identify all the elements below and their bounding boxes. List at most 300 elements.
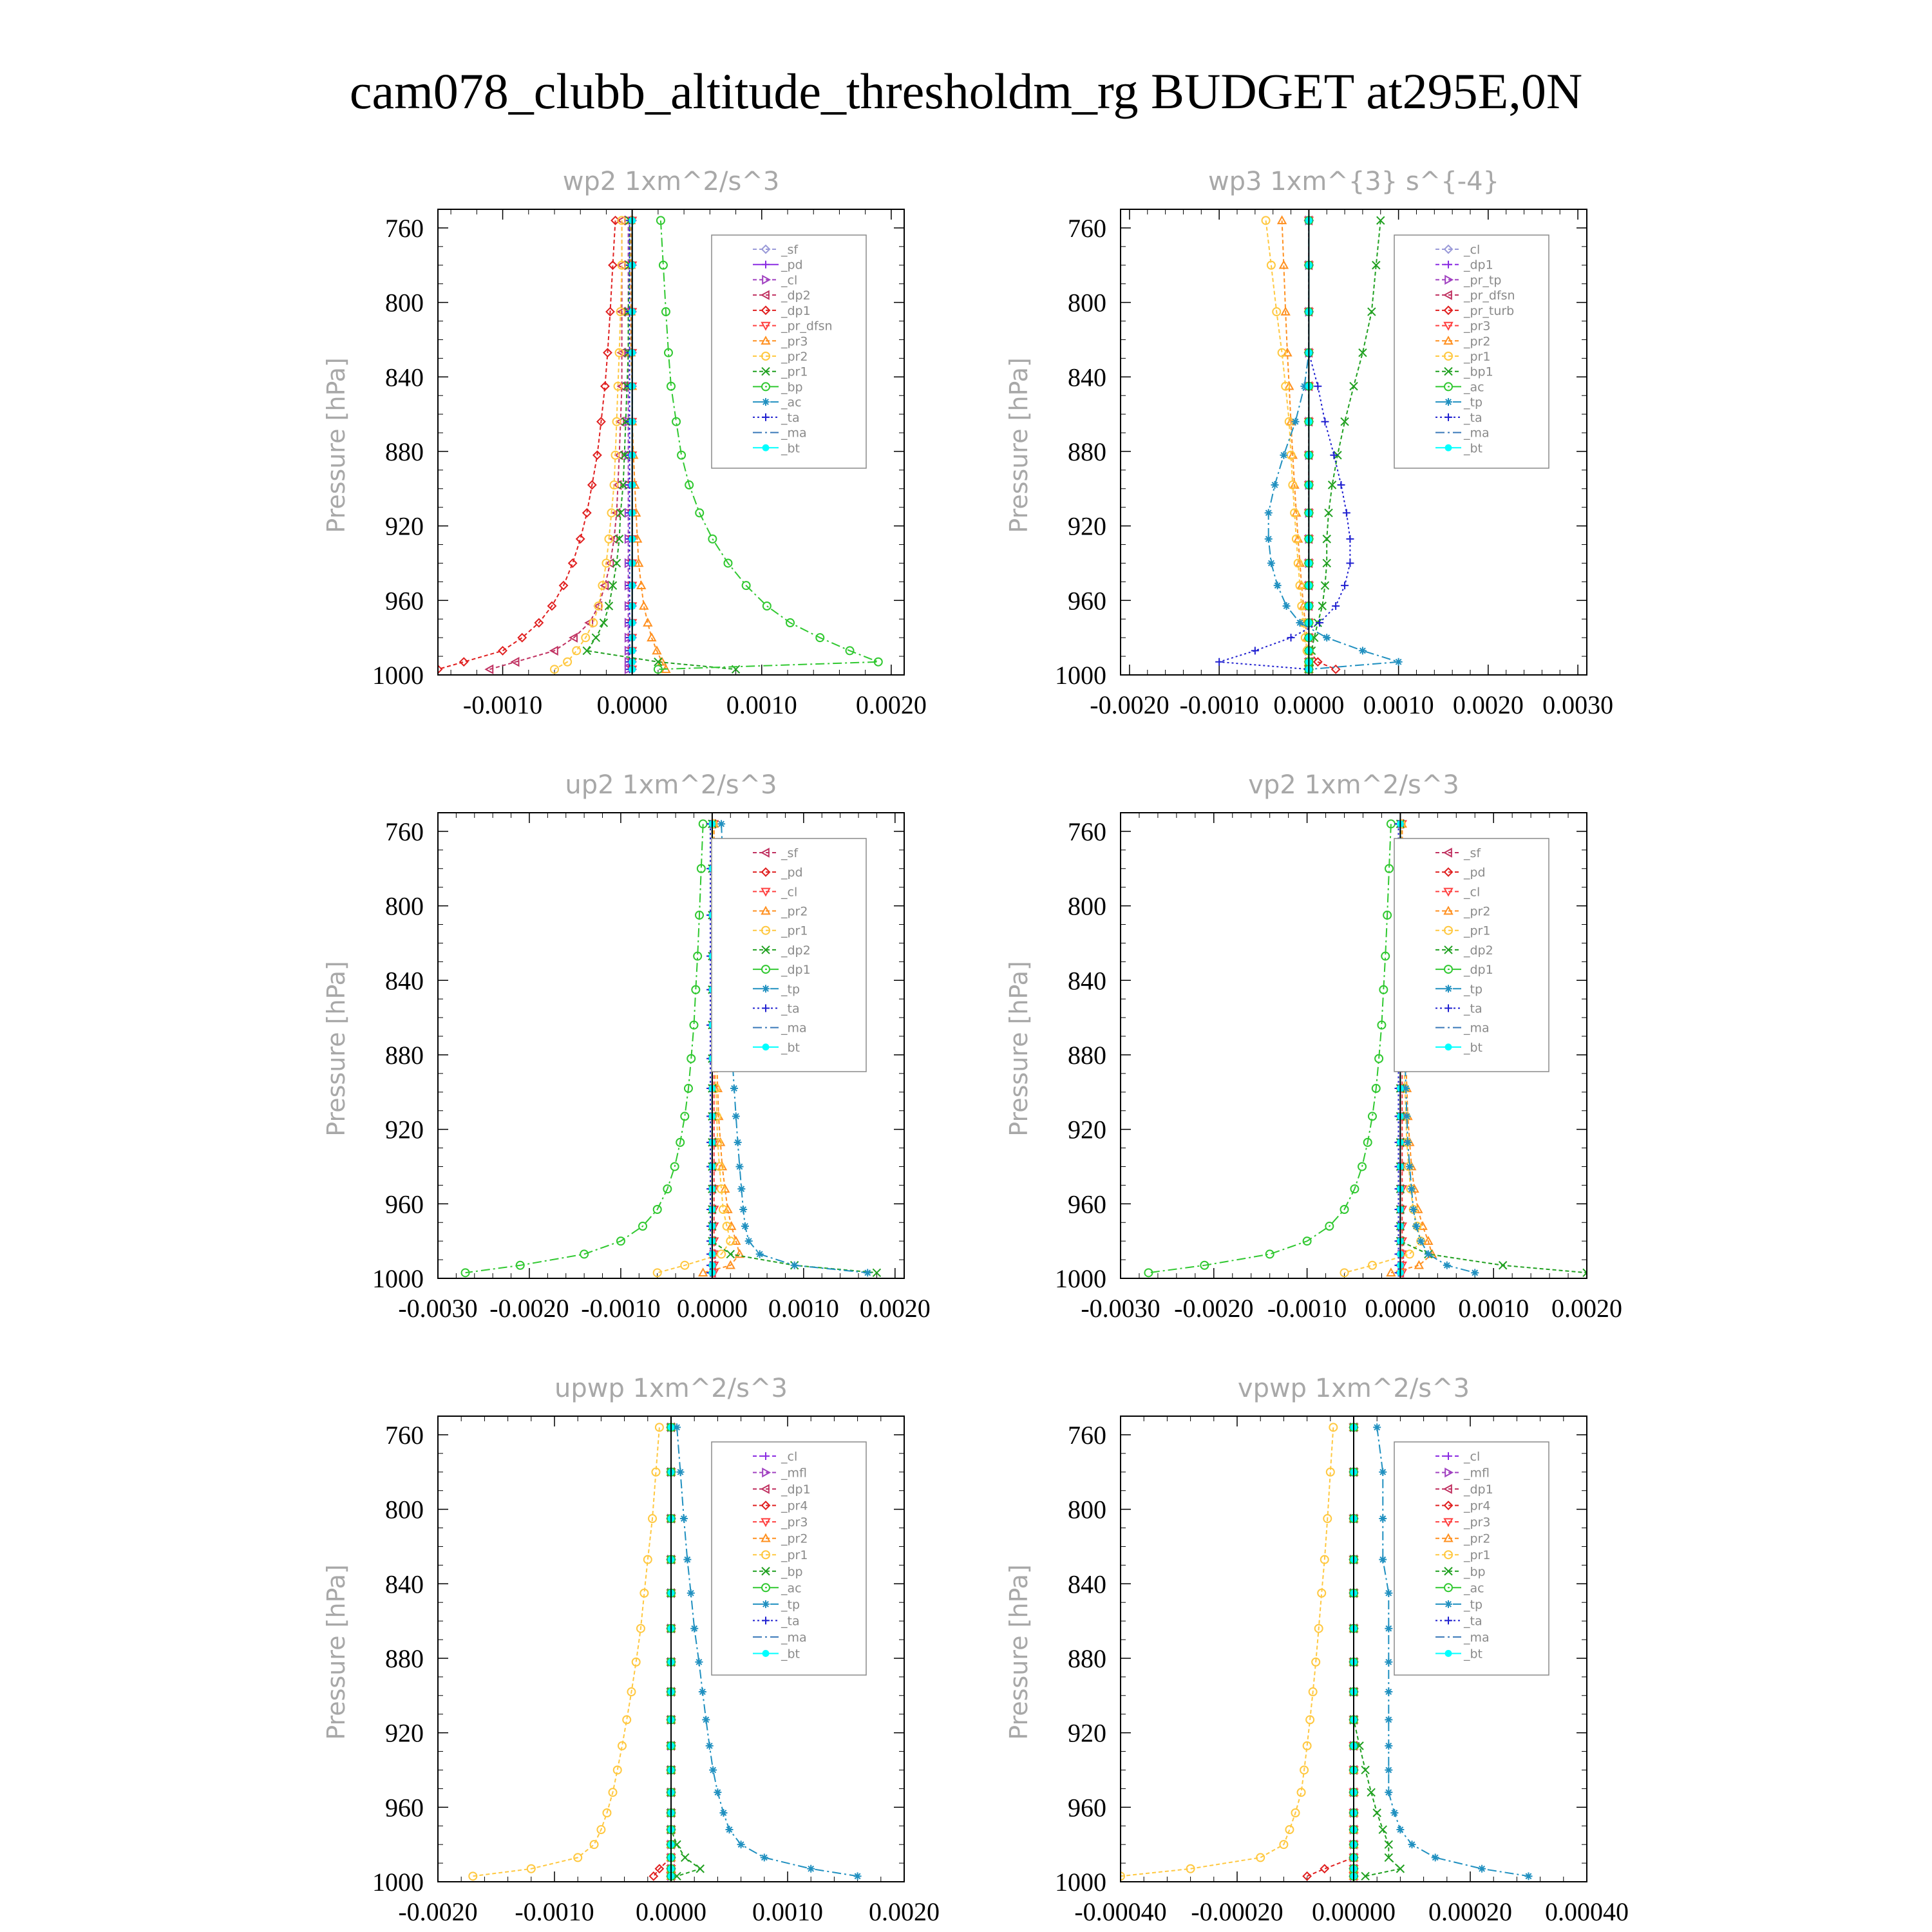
panel-title: wp2 1xm^2/s^3 bbox=[562, 167, 780, 196]
legend-label-pr4: _pr4 bbox=[1464, 1499, 1491, 1513]
legend-label-cl: _cl bbox=[1464, 885, 1481, 900]
series-point-ta bbox=[1346, 559, 1354, 567]
y-tick-label: 760 bbox=[385, 817, 424, 846]
series-point-ta bbox=[1251, 647, 1259, 654]
legend-label-dp2: _dp2 bbox=[781, 289, 811, 303]
series-line-pr2 bbox=[1282, 220, 1309, 669]
series-point-tp bbox=[680, 1515, 688, 1522]
y-tick-label: 840 bbox=[1068, 363, 1106, 392]
legend bbox=[712, 1442, 866, 1675]
y-tick-label: 760 bbox=[1068, 1420, 1106, 1450]
legend-label-bp: _bp bbox=[781, 380, 803, 395]
series-point-tp bbox=[1296, 619, 1303, 627]
panel-title: up2 1xm^2/s^3 bbox=[565, 770, 777, 800]
x-tick-label: -0.0010 bbox=[1267, 1294, 1347, 1323]
x-tick-label: 0.0000 bbox=[1365, 1294, 1436, 1323]
x-tick-label: 0.0000 bbox=[676, 1294, 748, 1323]
legend-label-pr3: _pr3 bbox=[1464, 319, 1491, 334]
series-point-tp bbox=[706, 1742, 714, 1750]
series-point-tp bbox=[1408, 1185, 1416, 1193]
series-point-tp bbox=[1408, 1841, 1416, 1848]
series-point-tp bbox=[709, 1766, 717, 1774]
series-point-tp bbox=[732, 1112, 740, 1120]
series-point-tp bbox=[1385, 1688, 1392, 1696]
series-point-tp bbox=[1412, 1222, 1420, 1230]
legend-label-dp2: _dp2 bbox=[781, 943, 811, 958]
series-point-tp bbox=[735, 1162, 743, 1170]
series-point-tp bbox=[1385, 1625, 1392, 1633]
series-point-tp bbox=[854, 1872, 862, 1880]
series-point-tp bbox=[791, 1262, 799, 1269]
legend-label-ma: _ma bbox=[781, 1021, 807, 1036]
series-point-tp bbox=[1385, 1716, 1392, 1723]
series-point-pr2 bbox=[589, 619, 597, 627]
x-tick-label: -0.0020 bbox=[398, 1897, 478, 1926]
x-tick-label: -0.0010 bbox=[581, 1294, 661, 1323]
legend-label-pr4: _pr4 bbox=[781, 1499, 808, 1513]
y-tick-label: 1000 bbox=[372, 661, 424, 690]
series-point-tp bbox=[737, 1185, 745, 1193]
legend-marker-bt bbox=[762, 1043, 770, 1050]
legend-label-sf: _sf bbox=[781, 243, 799, 257]
legend-label-bt: _bt bbox=[1464, 441, 1483, 456]
series-point-tp bbox=[1292, 418, 1300, 426]
series-line-pr1 bbox=[473, 1427, 659, 1876]
series-point-pr3 bbox=[648, 634, 656, 641]
y-tick-label: 920 bbox=[1068, 1718, 1106, 1748]
y-tick-label: 880 bbox=[1068, 437, 1106, 466]
series-point-tp bbox=[695, 1658, 703, 1666]
legend-label-pr3: _pr3 bbox=[1464, 1515, 1491, 1530]
legend-label-pr2: _pr2 bbox=[781, 1531, 808, 1546]
series-point-bp1 bbox=[1368, 308, 1376, 316]
legend-label-ma: _ma bbox=[1464, 1630, 1490, 1645]
series-point-ta bbox=[1341, 582, 1349, 589]
y-axis-label: Pressure [hPa] bbox=[322, 1564, 350, 1740]
legend-label-mfl: _mfl bbox=[781, 1466, 807, 1481]
legend-label-cl: _cl bbox=[1464, 1450, 1481, 1464]
y-axis-label: Pressure [hPa] bbox=[1005, 357, 1033, 533]
x-tick-label: -0.0010 bbox=[462, 690, 543, 719]
legend-label-bt: _bt bbox=[781, 441, 800, 456]
series-point-dp1 bbox=[499, 647, 507, 654]
x-tick-label: 0.0010 bbox=[752, 1897, 823, 1926]
legend-label-pr3: _pr3 bbox=[781, 1515, 808, 1530]
series-point-tp bbox=[1395, 658, 1403, 666]
series-point-bp bbox=[1385, 1841, 1392, 1848]
series-point-tp bbox=[1390, 1809, 1398, 1817]
series-point-bp bbox=[1379, 1826, 1387, 1833]
series-point-pr1 bbox=[1285, 1826, 1293, 1833]
x-tick-label: 0.0030 bbox=[1542, 690, 1614, 719]
x-tick-label: -0.00040 bbox=[1074, 1897, 1167, 1926]
legend-label-ac: _ac bbox=[781, 395, 802, 410]
series-point-pr1 bbox=[1368, 1262, 1376, 1269]
y-tick-label: 800 bbox=[1068, 288, 1106, 317]
series-line-dp1 bbox=[1148, 824, 1390, 1273]
series-point-tp bbox=[1267, 559, 1275, 567]
y-tick-label: 800 bbox=[385, 1495, 424, 1524]
legend-label-ta: _ta bbox=[1464, 1614, 1482, 1629]
series-line-pr1 bbox=[1121, 1427, 1333, 1876]
legend bbox=[1394, 235, 1549, 468]
series-point-tp bbox=[726, 1826, 734, 1833]
legend-label-bp1: _bp1 bbox=[1464, 365, 1493, 379]
legend-label-bt: _bt bbox=[1464, 1647, 1483, 1662]
legend-marker-bt bbox=[762, 444, 770, 451]
legend-label-dp1: _dp1 bbox=[781, 963, 811, 978]
series-point-tp bbox=[1406, 1162, 1414, 1170]
series-point-tp bbox=[719, 1809, 727, 1817]
y-tick-label: 840 bbox=[1068, 966, 1106, 996]
series-point-bp1 bbox=[1350, 383, 1358, 390]
x-tick-label: 0.0010 bbox=[1458, 1294, 1530, 1323]
series-line-dp1 bbox=[438, 220, 616, 669]
series-point-tp bbox=[1385, 1742, 1392, 1750]
legend-label-pr-tp: _pr_tp bbox=[1464, 273, 1502, 288]
y-tick-label: 960 bbox=[1068, 1793, 1106, 1823]
legend-label-pr1: _pr1 bbox=[1464, 923, 1491, 938]
y-tick-label: 960 bbox=[385, 1189, 424, 1219]
legend-marker-bt bbox=[1445, 444, 1452, 451]
series-point-tp bbox=[1471, 1269, 1479, 1276]
series-point-tp bbox=[690, 1625, 698, 1633]
legend-label-ma: _ma bbox=[1464, 426, 1490, 440]
series-line-pr4 bbox=[1307, 1427, 1354, 1876]
x-tick-label: 0.00040 bbox=[1545, 1897, 1629, 1926]
series-line-pr3 bbox=[631, 220, 666, 669]
series-point-tp bbox=[734, 1139, 742, 1146]
x-tick-label: -0.0030 bbox=[1081, 1294, 1160, 1323]
series-point-tp bbox=[730, 1084, 738, 1092]
legend-label-tp: _tp bbox=[1464, 1597, 1483, 1612]
legend-label-tp: _tp bbox=[781, 982, 800, 997]
series-point-tp bbox=[687, 1589, 695, 1597]
legend-label-dp1: _dp1 bbox=[1464, 258, 1493, 272]
x-tick-label: 0.0000 bbox=[1273, 690, 1345, 719]
y-tick-label: 1000 bbox=[1055, 1264, 1106, 1293]
y-tick-label: 880 bbox=[385, 1040, 424, 1070]
legend-label-cl: _cl bbox=[781, 273, 798, 288]
series-line-dp1 bbox=[466, 824, 703, 1273]
y-tick-label: 920 bbox=[385, 511, 424, 541]
series-point-pr1 bbox=[1406, 1250, 1414, 1258]
x-tick-label: 0.0000 bbox=[596, 690, 668, 719]
legend-label-pr1: _pr1 bbox=[781, 923, 808, 938]
series-point-tp bbox=[1323, 634, 1331, 641]
series-point-ta bbox=[1332, 602, 1340, 610]
legend-label-dp1: _dp1 bbox=[781, 1482, 811, 1497]
x-tick-label: 0.0010 bbox=[726, 690, 797, 719]
legend-label-ta: _ta bbox=[781, 410, 800, 425]
legend-label-pr2: _pr2 bbox=[1464, 334, 1491, 349]
y-tick-label: 1000 bbox=[372, 1868, 424, 1897]
series-point-tp bbox=[807, 1865, 815, 1873]
legend-marker-tp bbox=[762, 1600, 770, 1608]
series-point-dp2 bbox=[726, 1250, 734, 1258]
legend-label-bp: _bp bbox=[1464, 1564, 1486, 1579]
legend-label-pr2: _pr2 bbox=[1464, 1531, 1491, 1546]
series-point-tp bbox=[1283, 602, 1291, 610]
legend-label-pr1: _pr1 bbox=[1464, 350, 1491, 364]
series-point-tp bbox=[1404, 1139, 1412, 1146]
x-tick-label: -0.00020 bbox=[1191, 1897, 1283, 1926]
legend-label-pd: _pd bbox=[781, 258, 803, 272]
legend-label-sf: _sf bbox=[1464, 846, 1481, 860]
series-point-tp bbox=[741, 1222, 749, 1230]
legend bbox=[712, 235, 866, 468]
series-point-tp bbox=[745, 1237, 753, 1245]
legend-label-pr-turb: _pr_turb bbox=[1464, 303, 1515, 318]
series-point-dp1 bbox=[460, 658, 468, 666]
legend-label-mfl: _mfl bbox=[1464, 1466, 1490, 1481]
series-point-ta bbox=[1338, 481, 1345, 489]
series-point-ta bbox=[1314, 383, 1321, 390]
series-point-ta bbox=[1287, 634, 1295, 641]
x-tick-label: 0.0010 bbox=[1363, 690, 1434, 719]
legend-label-dp1: _dp1 bbox=[1464, 1482, 1493, 1497]
series-point-tp bbox=[714, 1788, 721, 1796]
legend-marker-tp bbox=[1444, 1600, 1452, 1608]
series-point-tp bbox=[1478, 1865, 1486, 1873]
series-point-bp1 bbox=[1325, 509, 1332, 516]
series-point-ta bbox=[1321, 418, 1329, 426]
legend-label-ta: _ta bbox=[781, 1614, 800, 1629]
y-tick-label: 840 bbox=[385, 363, 424, 392]
legend-label-dp1: _dp1 bbox=[1464, 963, 1493, 978]
series-point-pr1 bbox=[592, 634, 600, 641]
y-tick-label: 800 bbox=[385, 891, 424, 921]
series-point-tp bbox=[1274, 582, 1282, 589]
y-tick-label: 840 bbox=[1068, 1569, 1106, 1599]
series-point-tp bbox=[676, 1468, 684, 1476]
series-point-ta bbox=[1343, 509, 1350, 516]
legend-label-pd: _pd bbox=[781, 866, 803, 880]
legend-label-dp1: _dp1 bbox=[781, 303, 811, 318]
legend-label-pr1: _pr1 bbox=[781, 365, 808, 379]
series-point-tp bbox=[1417, 1237, 1425, 1245]
series-line-bp bbox=[671, 1427, 700, 1876]
series-point-bp bbox=[1367, 1788, 1375, 1796]
x-tick-label: -0.0010 bbox=[515, 1897, 594, 1926]
chart-panel-4 bbox=[1005, 770, 1622, 1323]
series-point-pr1 bbox=[613, 559, 621, 567]
legend-label-bt: _bt bbox=[781, 1647, 800, 1662]
series-point-tp bbox=[1432, 1853, 1439, 1861]
x-tick-label: 0.00000 bbox=[1312, 1897, 1396, 1926]
y-tick-label: 800 bbox=[385, 288, 424, 317]
legend-label-pr2: _pr2 bbox=[1464, 904, 1491, 919]
legend-label-bt: _bt bbox=[1464, 1040, 1483, 1055]
legend-marker-bt bbox=[1445, 1043, 1452, 1050]
series-point-tp bbox=[1385, 1766, 1392, 1774]
legend-label-cl: _cl bbox=[781, 1450, 798, 1464]
y-tick-label: 760 bbox=[385, 1420, 424, 1450]
series-point-bp bbox=[696, 1865, 704, 1873]
legend-marker-tp bbox=[1444, 985, 1452, 992]
x-tick-label: 0.00020 bbox=[1428, 1897, 1512, 1926]
series-point-bp1 bbox=[1323, 535, 1331, 543]
series-point-tp bbox=[1271, 481, 1278, 489]
x-tick-label: 0.0020 bbox=[855, 690, 927, 719]
x-tick-label: -0.0010 bbox=[1179, 690, 1259, 719]
y-tick-label: 880 bbox=[1068, 1040, 1106, 1070]
y-tick-label: 960 bbox=[1068, 586, 1106, 616]
x-tick-label: -0.0020 bbox=[1174, 1294, 1254, 1323]
y-tick-label: 960 bbox=[1068, 1189, 1106, 1219]
series-line-tp bbox=[1269, 220, 1399, 669]
legend-label-pr2: _pr2 bbox=[781, 904, 808, 919]
legend-label-bt: _bt bbox=[781, 1040, 800, 1055]
legend-label-ma: _ma bbox=[781, 1630, 807, 1645]
x-tick-label: -0.0020 bbox=[1090, 690, 1170, 719]
y-tick-label: 920 bbox=[1068, 511, 1106, 541]
x-tick-label: 0.0020 bbox=[859, 1294, 931, 1323]
panel-title: upwp 1xm^2/s^3 bbox=[554, 1374, 788, 1403]
series-point-bp bbox=[763, 602, 771, 610]
legend-label-sf: _sf bbox=[781, 846, 799, 860]
x-tick-label: 0.0020 bbox=[1551, 1294, 1622, 1323]
x-tick-label: 0.0000 bbox=[636, 1897, 706, 1926]
legend-label-cl: _cl bbox=[1464, 243, 1481, 257]
legend-label-ma: _ma bbox=[781, 426, 807, 440]
chart-panel-2 bbox=[1005, 167, 1613, 719]
legend-label-bp: _bp bbox=[781, 1564, 803, 1579]
panel-title: vpwp 1xm^2/s^3 bbox=[1237, 1374, 1470, 1403]
x-tick-label: 0.0010 bbox=[768, 1294, 839, 1323]
legend-marker-tp bbox=[762, 985, 770, 992]
y-axis-label: Pressure [hPa] bbox=[322, 961, 350, 1137]
x-tick-label: 0.0020 bbox=[1452, 690, 1524, 719]
legend-label-tp: _tp bbox=[781, 1597, 800, 1612]
series-point-tp bbox=[737, 1841, 745, 1848]
y-tick-label: 760 bbox=[1068, 213, 1106, 243]
series-point-tp bbox=[1525, 1872, 1533, 1880]
panel-title: wp3 1xm^{3} s^{-4} bbox=[1208, 167, 1500, 196]
legend-label-cl: _cl bbox=[781, 885, 798, 900]
series-point-tp bbox=[1385, 1589, 1392, 1597]
series-point-ta bbox=[1215, 658, 1223, 666]
x-tick-label: -0.0030 bbox=[398, 1294, 478, 1323]
series-point-tp bbox=[1403, 1112, 1411, 1120]
series-point-tp bbox=[756, 1250, 764, 1258]
chart-panel-3 bbox=[322, 770, 931, 1323]
series-point-tp bbox=[1396, 1826, 1404, 1833]
series-point-tp bbox=[761, 1853, 768, 1861]
legend-marker-bt bbox=[762, 1650, 770, 1657]
y-tick-label: 1000 bbox=[372, 1264, 424, 1293]
y-axis-label: Pressure [hPa] bbox=[322, 357, 350, 533]
legend bbox=[712, 838, 866, 1072]
y-tick-label: 880 bbox=[385, 437, 424, 466]
series-point-bp bbox=[681, 1853, 689, 1861]
series-point-tp bbox=[717, 820, 725, 828]
legend-label-ta: _ta bbox=[1464, 1001, 1482, 1016]
series-point-tp bbox=[1425, 1250, 1432, 1258]
series-point-tp bbox=[1379, 1556, 1387, 1564]
series-point-tp bbox=[864, 1269, 871, 1276]
series-point-tp bbox=[1280, 451, 1287, 459]
y-tick-label: 760 bbox=[1068, 817, 1106, 846]
series-point-tp bbox=[1410, 1206, 1417, 1213]
y-tick-label: 840 bbox=[385, 966, 424, 996]
series-point-ta bbox=[1346, 535, 1354, 543]
legend-label-ta: _ta bbox=[1464, 410, 1482, 425]
y-tick-label: 840 bbox=[385, 1569, 424, 1599]
series-point-tp bbox=[1265, 509, 1273, 516]
series-point-tp bbox=[739, 1206, 747, 1213]
legend-label-pr1: _pr1 bbox=[781, 1548, 808, 1563]
series-point-pr1 bbox=[591, 1841, 598, 1848]
figure-title: cam078_clubb_altitude_thresholdm_rg BUDGET at295E,0N bbox=[349, 63, 1583, 119]
series-point-tp bbox=[1443, 1262, 1451, 1269]
series-point-bp bbox=[1373, 1809, 1381, 1817]
legend-label-pd: _pd bbox=[1464, 866, 1486, 880]
series-point-tp bbox=[1373, 1423, 1381, 1431]
series-point-dp1 bbox=[569, 559, 576, 567]
series-point-pr4 bbox=[1321, 1865, 1329, 1873]
y-tick-label: 920 bbox=[385, 1115, 424, 1144]
series-point-tp bbox=[1385, 1658, 1392, 1666]
legend-label-tp: _tp bbox=[1464, 395, 1483, 410]
legend-label-tp: _tp bbox=[1464, 982, 1483, 997]
x-tick-label: -0.0020 bbox=[489, 1294, 569, 1323]
chart-panel-5 bbox=[322, 1374, 940, 1926]
panels-grid bbox=[322, 167, 1629, 1926]
series-point-tp bbox=[702, 1716, 710, 1723]
y-axis-label: Pressure [hPa] bbox=[1005, 961, 1033, 1137]
legend-label-pr3: _pr3 bbox=[781, 334, 808, 349]
y-tick-label: 960 bbox=[385, 586, 424, 616]
series-point-dp2 bbox=[1499, 1262, 1507, 1269]
panel-title: vp2 1xm^2/s^3 bbox=[1248, 770, 1459, 800]
series-point-tp bbox=[1385, 1788, 1392, 1796]
y-tick-label: 880 bbox=[1068, 1643, 1106, 1673]
y-tick-label: 960 bbox=[385, 1793, 424, 1823]
series-point-tp bbox=[1379, 1515, 1387, 1522]
legend-label-pr2: _pr2 bbox=[781, 350, 808, 364]
legend-label-dp2: _dp2 bbox=[1464, 943, 1493, 958]
x-tick-label: 0.0020 bbox=[869, 1897, 940, 1926]
legend-label-pr-dfsn: _pr_dfsn bbox=[1464, 289, 1515, 303]
y-tick-label: 920 bbox=[1068, 1115, 1106, 1144]
series-point-pr1 bbox=[600, 619, 607, 627]
series-point-tp bbox=[1359, 647, 1367, 654]
series-line-bp1 bbox=[1309, 220, 1380, 669]
series-point-tp bbox=[683, 1556, 691, 1564]
legend-label-ma: _ma bbox=[1464, 1021, 1490, 1036]
series-point-pr1 bbox=[605, 602, 612, 610]
y-tick-label: 880 bbox=[385, 1643, 424, 1673]
series-point-tp bbox=[1265, 535, 1273, 543]
y-tick-label: 920 bbox=[385, 1718, 424, 1748]
legend-marker-bt bbox=[1445, 1650, 1452, 1657]
series-point-pr2 bbox=[573, 647, 580, 654]
legend-label-ac: _ac bbox=[1464, 1581, 1484, 1596]
legend-label-ac: _ac bbox=[781, 1581, 802, 1596]
series-point-tp bbox=[1379, 1468, 1387, 1476]
chart-panel-6 bbox=[1005, 1374, 1629, 1926]
legend-label-ac: _ac bbox=[1464, 380, 1484, 395]
y-tick-label: 1000 bbox=[1055, 661, 1106, 690]
legend-label-pr-dfsn: _pr_dfsn bbox=[781, 319, 833, 334]
legend-label-ta: _ta bbox=[781, 1001, 800, 1016]
legend bbox=[1394, 838, 1549, 1072]
y-axis-label: Pressure [hPa] bbox=[1005, 1564, 1033, 1740]
y-tick-label: 1000 bbox=[1055, 1868, 1106, 1897]
y-tick-label: 760 bbox=[385, 213, 424, 243]
legend bbox=[1394, 1442, 1549, 1675]
